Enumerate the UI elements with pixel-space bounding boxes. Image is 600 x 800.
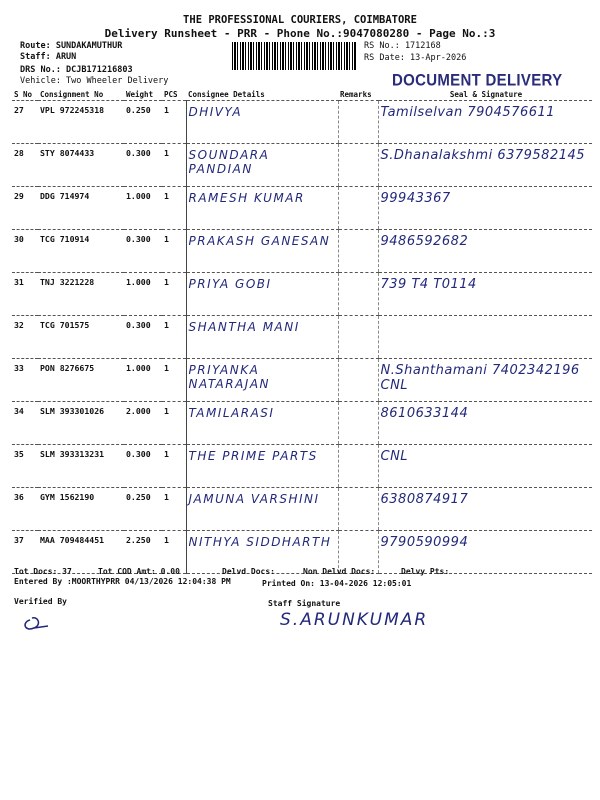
row-pcs: 1 — [162, 101, 186, 144]
row-consignee: TAMILARASI — [186, 402, 338, 445]
col-header-consignment: Consignment No — [38, 89, 124, 101]
row-sno: 32 — [12, 316, 38, 359]
row-consignee: THE PRIME PARTS — [186, 445, 338, 488]
row-weight: 0.250 — [124, 101, 162, 144]
col-header-consignee: Consignee Details — [186, 89, 338, 101]
row-signature: CNL — [378, 445, 592, 488]
row-signature: 8610633144 — [378, 402, 592, 445]
row-remarks — [338, 187, 378, 230]
row-sno: 34 — [12, 402, 38, 445]
row-signature: N.Shanthamani 7402342196 CNL — [378, 359, 592, 402]
row-sno: 29 — [12, 187, 38, 230]
table-row — [12, 488, 592, 531]
row-pcs: 1 — [162, 144, 186, 187]
table-row — [12, 230, 592, 273]
row-pcs: 1 — [162, 402, 186, 445]
row-remarks — [338, 445, 378, 488]
route-label: Route: SUNDAKAMUTHUR — [20, 41, 123, 51]
barcode — [232, 42, 357, 70]
row-weight: 2.000 — [124, 402, 162, 445]
col-header-remarks: Remarks — [338, 89, 378, 101]
table-header-row — [12, 89, 592, 101]
row-consignee: SHANTHA MANI — [186, 316, 338, 359]
row-remarks — [338, 316, 378, 359]
row-remarks — [338, 402, 378, 445]
drs-label: DRS No.: DCJB171216803 — [20, 65, 133, 75]
row-consignee: SOUNDARA PANDIAN — [186, 144, 338, 187]
row-sno: 30 — [12, 230, 38, 273]
row-consignment-no: SLM 393301026 — [38, 402, 124, 445]
row-pcs: 1 — [162, 488, 186, 531]
row-consignee: PRAKASH GANESAN — [186, 230, 338, 273]
row-consignment-no: STY 8074433 — [38, 144, 124, 187]
row-consignment-no: GYM 1562190 — [38, 488, 124, 531]
row-signature: 9486592682 — [378, 230, 592, 273]
total-cod-amount: Tot COD Amt: 0.00 — [98, 567, 180, 576]
delivery-points: Delvy Pts: — [401, 567, 450, 576]
total-docs: Tot Docs: 37 — [14, 567, 72, 576]
row-weight: 0.300 — [124, 230, 162, 273]
row-weight: 0.300 — [124, 144, 162, 187]
non-delivered-docs: Non Delvd Docs: — [303, 567, 376, 576]
document-delivery-stamp: DOCUMENT DELIVERY — [392, 71, 563, 90]
row-consignment-no: TCG 701575 — [38, 316, 124, 359]
row-consignment-no: MAA 709484451 — [38, 531, 124, 574]
row-sno: 35 — [12, 445, 38, 488]
row-signature: 9790590994 — [378, 531, 592, 574]
staff-label: Staff: ARUN — [20, 52, 77, 62]
row-pcs: 1 — [162, 316, 186, 359]
row-remarks — [338, 230, 378, 273]
staff-signature-name: S.ARUNKUMAR — [280, 610, 429, 630]
row-remarks — [338, 101, 378, 144]
row-signature — [378, 316, 592, 359]
table-row — [12, 273, 592, 316]
row-consignee: RAMESH KUMAR — [186, 187, 338, 230]
verified-signature-scribble — [20, 612, 54, 634]
row-signature: 6380874917 — [378, 488, 592, 531]
row-consignment-no: PON 8276675 — [38, 359, 124, 402]
row-consignment-no: DDG 714974 — [38, 187, 124, 230]
row-remarks — [338, 144, 378, 187]
row-remarks — [338, 273, 378, 316]
row-pcs: 1 — [162, 187, 186, 230]
row-pcs: 1 — [162, 445, 186, 488]
col-header-pcs: PCS — [162, 89, 186, 101]
row-weight: 1.000 — [124, 273, 162, 316]
row-sno: 31 — [12, 273, 38, 316]
rs-date: RS Date: 13-Apr-2026 — [364, 53, 467, 63]
delivered-docs: Delvd Docs: — [222, 567, 275, 576]
runsheet-table — [12, 89, 592, 574]
row-consignment-no: SLM 393313231 — [38, 445, 124, 488]
col-header-sno: S No — [12, 89, 38, 101]
document-subtitle: Delivery Runsheet - PRR - Phone No.:9047080280 - Page No.:3 — [104, 27, 496, 40]
row-pcs: 1 — [162, 531, 186, 574]
row-signature: 739 T4 T0114 — [378, 273, 592, 316]
document-title: THE PROFESSIONAL COURIERS, COIMBATORE — [183, 14, 417, 26]
row-consignee: NITHYA SIDDHARTH — [186, 531, 338, 574]
row-consignment-no: VPL 972245318 — [38, 101, 124, 144]
row-remarks — [338, 488, 378, 531]
table-row — [12, 402, 592, 445]
row-signature: Tamilselvan 7904576611 — [378, 101, 592, 144]
row-sno: 37 — [12, 531, 38, 574]
col-header-signature: Seal & Signature — [378, 89, 592, 101]
table-row — [12, 359, 592, 402]
row-pcs: 1 — [162, 230, 186, 273]
vehicle-label: Vehicle: Two Wheeler Delivery — [20, 76, 169, 86]
row-consignee: DHIVYA — [186, 101, 338, 144]
row-weight: 1.000 — [124, 359, 162, 402]
table-row — [12, 316, 592, 359]
row-pcs: 1 — [162, 273, 186, 316]
staff-signature-label: Staff Signature — [268, 599, 341, 608]
table-row — [12, 445, 592, 488]
row-signature: S.Dhanalakshmi 6379582145 — [378, 144, 592, 187]
row-weight: 2.250 — [124, 531, 162, 574]
printed-on: Printed On: 13-04-2026 12:05:01 — [262, 579, 412, 588]
row-sno: 36 — [12, 488, 38, 531]
row-weight: 0.300 — [124, 445, 162, 488]
entered-by: Entered By :MOORTHYPRR 04/13/2026 12:04:38 PM — [14, 577, 231, 586]
table-row — [12, 101, 592, 144]
row-weight: 0.250 — [124, 488, 162, 531]
col-header-weight: Weight — [124, 89, 162, 101]
verified-by-label: Verified By — [14, 597, 67, 606]
table-row — [12, 187, 592, 230]
row-consignment-no: TNJ 3221228 — [38, 273, 124, 316]
table-row — [12, 144, 592, 187]
row-sno: 27 — [12, 101, 38, 144]
row-weight: 0.300 — [124, 316, 162, 359]
row-weight: 1.000 — [124, 187, 162, 230]
row-pcs: 1 — [162, 359, 186, 402]
row-consignee: PRIYA GOBI — [186, 273, 338, 316]
row-sno: 33 — [12, 359, 38, 402]
row-consignment-no: TCG 710914 — [38, 230, 124, 273]
row-sno: 28 — [12, 144, 38, 187]
row-consignee: PRIYANKA NATARAJAN — [186, 359, 338, 402]
row-remarks — [338, 359, 378, 402]
row-signature: 99943367 — [378, 187, 592, 230]
row-consignee: JAMUNA VARSHINI — [186, 488, 338, 531]
rs-number: RS No.: 1712168 — [364, 41, 441, 51]
